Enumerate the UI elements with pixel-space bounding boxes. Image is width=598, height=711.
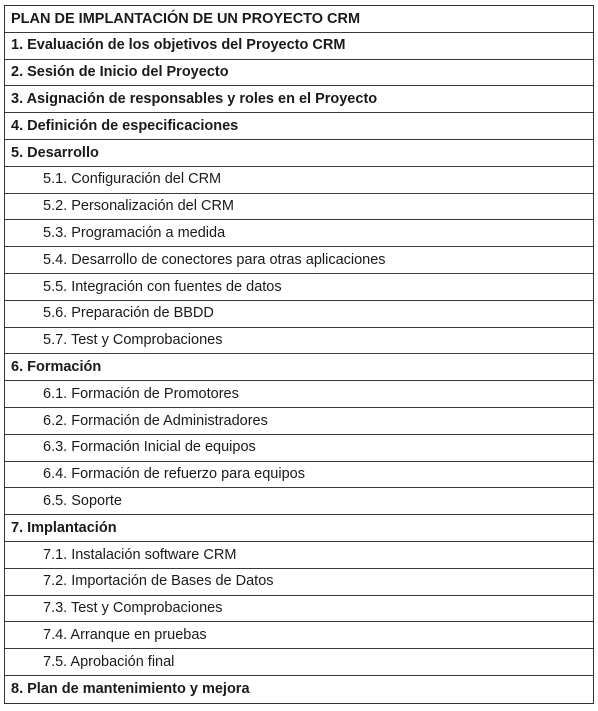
subsection-row [5,220,593,247]
section-label: 8. Plan de mantenimiento y mejora [11,681,250,698]
subsection-row [5,381,593,408]
subsection-row [5,569,593,596]
section-label: 5. Desarrollo [11,144,99,161]
section-label: 4. Definición de especificaciones [11,117,239,134]
subsection-row [5,649,593,676]
subsection-row [5,462,593,489]
section-row [5,140,593,167]
section-row [5,515,593,542]
section-row [5,676,593,703]
subsection-row [5,247,593,274]
subsection-label: 7.4. Arranque en pruebas [43,626,207,643]
subsection-label: 7.1. Instalación software CRM [43,546,237,563]
subsection-row [5,301,593,328]
subsection-label: 7.3. Test y Comprobaciones [43,600,223,617]
subsection-label: 6.5. Soporte [43,492,122,509]
section-row [5,33,593,60]
subsection-label: 5.2. Personalización del CRM [43,198,235,215]
subsection-row [5,542,593,569]
table-title-text: PLAN DE IMPLANTACIÓN DE UN PROYECTO CRM [11,10,361,27]
subsection-label: 5.4. Desarrollo de conectores para otras aplicaciones [43,251,386,268]
subsection-label: 5.6. Preparación de BBDD [43,305,214,322]
crm-plan-table [4,5,594,704]
subsection-label: 6.1. Formación de Promotores [43,385,239,402]
subsection-row [5,622,593,649]
subsection-row [5,194,593,221]
subsection-label: 7.2. Importación de Bases de Datos [43,573,274,590]
subsection-label: 5.1. Configuración del CRM [43,171,222,188]
section-label: 3. Asignación de responsables y roles en el Proyecto [11,91,378,108]
section-row [5,86,593,113]
subsection-row [5,328,593,355]
section-label: 7. Implantación [11,519,117,536]
subsection-row [5,596,593,623]
subsection-label: 7.5. Aprobación final [43,653,175,670]
section-label: 2. Sesión de Inicio del Proyecto [11,64,229,81]
section-label: 1. Evaluación de los objetivos del Proyecto CRM [11,37,346,54]
section-row [5,113,593,140]
subsection-row [5,167,593,194]
subsection-label: 6.2. Formación de Administradores [43,412,268,429]
subsection-row [5,435,593,462]
subsection-label: 6.4. Formación de refuerzo para equipos [43,466,305,483]
section-label: 6. Formación [11,359,102,375]
subsection-label: 5.3. Programación a medida [43,225,226,242]
subsection-label: 5.5. Integración con fuentes de datos [43,278,282,295]
section-row [5,354,593,381]
subsection-row [5,408,593,435]
subsection-row [5,274,593,301]
table-title [5,6,593,33]
section-row [5,60,593,87]
subsection-row [5,488,593,515]
subsection-label: 5.7. Test y Comprobaciones [43,332,223,349]
table-body [5,33,593,703]
subsection-label: 6.3. Formación Inicial de equipos [43,439,256,456]
